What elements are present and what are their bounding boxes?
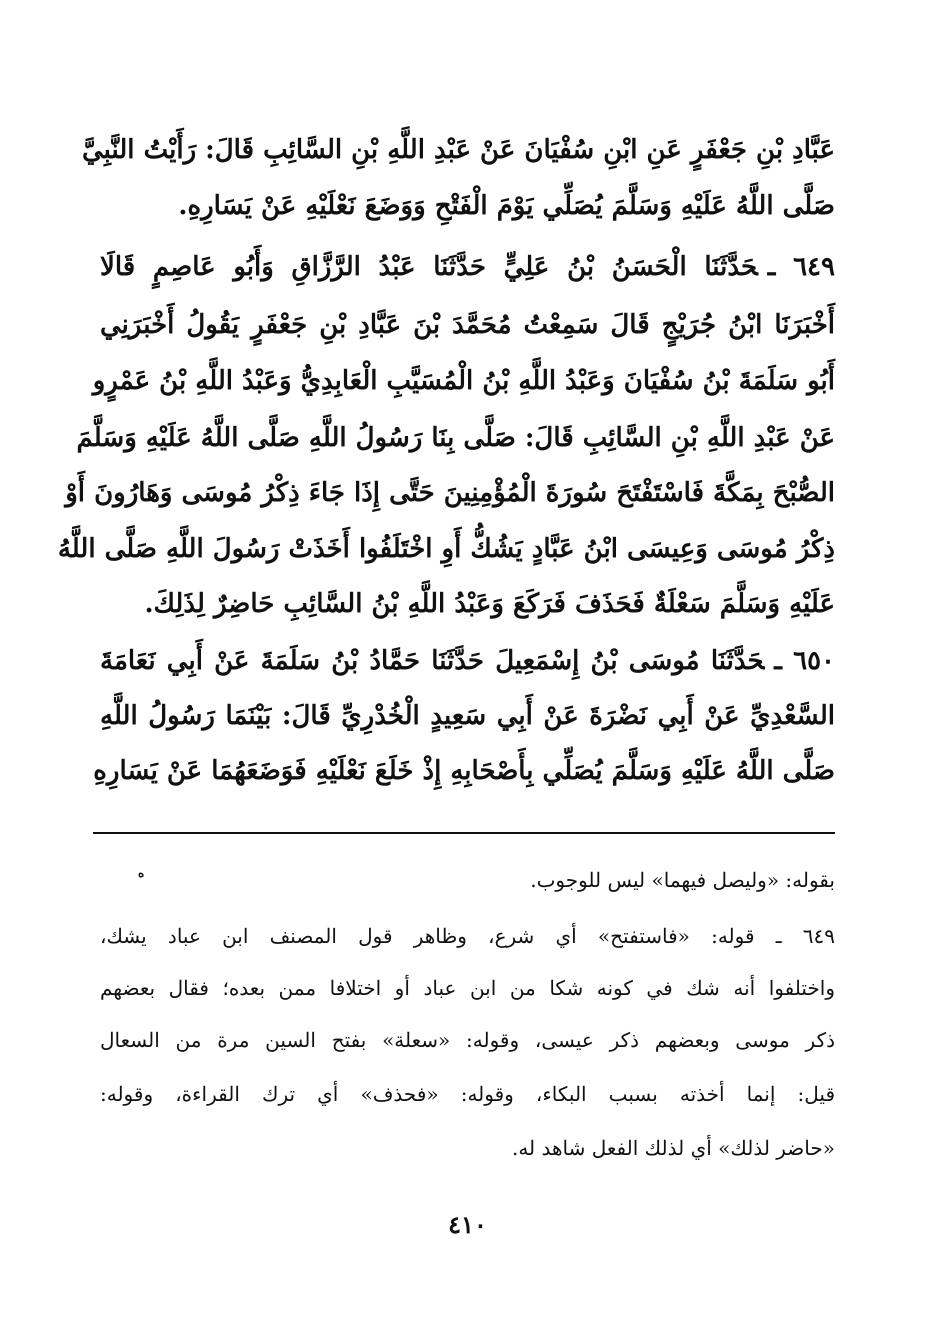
main-text-line: الصُّبْحَ بِمَكَّةَ فَاسْتَفْتَحَ سُورَةَ الْمُؤْمِنِينَ حَتَّى إِذَا جَاءَ ذِكْرُ مُوسَى وَهَارُونَ أَوْ bbox=[65, 478, 835, 508]
main-text-line: صَلَّى اللَّهُ عَلَيْهِ وَسَلَّمَ يُصَلِّي يَوْمَ الْفَتْحِ وَوَضَعَ نَعْلَيْهِ عَنْ يَسَارِهِ. bbox=[178, 191, 835, 221]
footnote-mark: ه bbox=[138, 866, 145, 880]
footnote-line: قيل: إنما أخذته بسبب البكاء، وقوله: «فحذف» أي ترك القراءة، وقوله: bbox=[100, 1082, 835, 1106]
hadith-650-line bbox=[100, 632, 835, 690]
footnote-divider bbox=[93, 832, 835, 834]
footnote-line: ٦٤٩ ـ قوله: «فاستفتح» أي شرع، وظاهر قول المصنف ابن عباد يشك، bbox=[100, 924, 835, 948]
hadith-649-line bbox=[100, 238, 835, 296]
hadith-number: ٦٤٩ ـ bbox=[767, 252, 835, 282]
main-text-segment: حَدَّثَنَا مُوسَى بْنُ إِسْمَعِيلَ حَدَّثَنَا حَمَّادُ بْنُ سَلَمَةَ عَنْ أَبِي نَعَامَةَ bbox=[100, 646, 765, 676]
main-text-line: السَّعْدِيِّ عَنْ أَبِي نَضْرَةَ عَنْ أَبِي سَعِيدٍ الْخُدْرِيِّ قَالَ: بَيْنَمَا رَسُولُ اللَّهِ bbox=[100, 701, 836, 731]
footnote-line: ذكر موسى وبعضهم ذكر عيسى، وقوله: «سعلة» بفتح السين مرة من السعال bbox=[100, 1028, 835, 1052]
book-page bbox=[57, 0, 836, 1344]
main-text-line: أَبُو سَلَمَةَ بْنُ سُفْيَانَ وَعَبْدُ اللَّهِ بْنُ الْمُسَيَّبِ الْعَابِدِيُّ وَعَبْدُ اللَّهِ بْنُ عَمْرٍو bbox=[92, 366, 835, 396]
footnote-line: واختلفوا أنه شك في كونه شكا من ابن عباد أو اختلافا ممن بعده؛ فقال بعضهم bbox=[100, 976, 835, 1000]
main-text-line: عَبَّادِ بْنِ جَعْفَرٍ عَنِ ابْنِ سُفْيَانَ عَنْ عَبْدِ اللَّهِ بْنِ السَّائِبِ قَالَ: رَأَيْتُ النَّبِيَّ bbox=[82, 135, 835, 165]
main-text-line: ذِكْرُ مُوسَى وَعِيسَى ابْنُ عَبَّادٍ يَشُكُّ أَوِ اخْتَلَفُوا أَخَذَتْ رَسُولَ اللَّهِ صَلَّى اللَّهُ bbox=[57, 534, 835, 564]
page-number: ٤١٠ bbox=[448, 1210, 487, 1239]
main-text-segment: حَدَّثَنَا الْحَسَنُ بْنُ عَلِيٍّ حَدَّثَنَا عَبْدُ الرَّزَّاقِ وَأَبُو عَاصِمٍ قَالَا bbox=[100, 252, 758, 282]
main-text-line: صَلَّى اللَّهُ عَلَيْهِ وَسَلَّمَ يُصَلِّي بِأَصْحَابِهِ إِذْ خَلَعَ نَعْلَيْهِ فَوَضَعَهُمَا عَنْ يَسَارِهِ bbox=[93, 756, 835, 786]
main-text-line: عَنْ عَبْدِ اللَّهِ بْنِ السَّائِبِ قَالَ: صَلَّى بِنَا رَسُولُ اللَّهِ صَلَّى اللَّهُ عَلَيْهِ وَسَلَّمَ bbox=[76, 423, 835, 453]
footnote-line: بقوله: «وليصل فيهما» ليس للوجوب. bbox=[530, 868, 835, 892]
main-text-line: أَخْبَرَنَا ابْنُ جُرَيْجٍ قَالَ سَمِعْتُ مُحَمَّدَ بْنَ عَبَّادِ بْنِ جَعْفَرٍ يَقُولُ أَخْبَرَنِي bbox=[100, 310, 835, 340]
footnote-line: «حاضر لذلك» أي لذلك الفعل شاهد له. bbox=[511, 1136, 835, 1160]
main-text-line: عَلَيْهِ وَسَلَّمَ سَعْلَةٌ فَحَذَفَ فَرَكَعَ وَعَبْدُ اللَّهِ بْنُ السَّائِبِ حَاضِرٌ لِذَلِكَ. bbox=[144, 589, 835, 619]
hadith-number: ٦٥٠ ـ bbox=[774, 646, 836, 676]
